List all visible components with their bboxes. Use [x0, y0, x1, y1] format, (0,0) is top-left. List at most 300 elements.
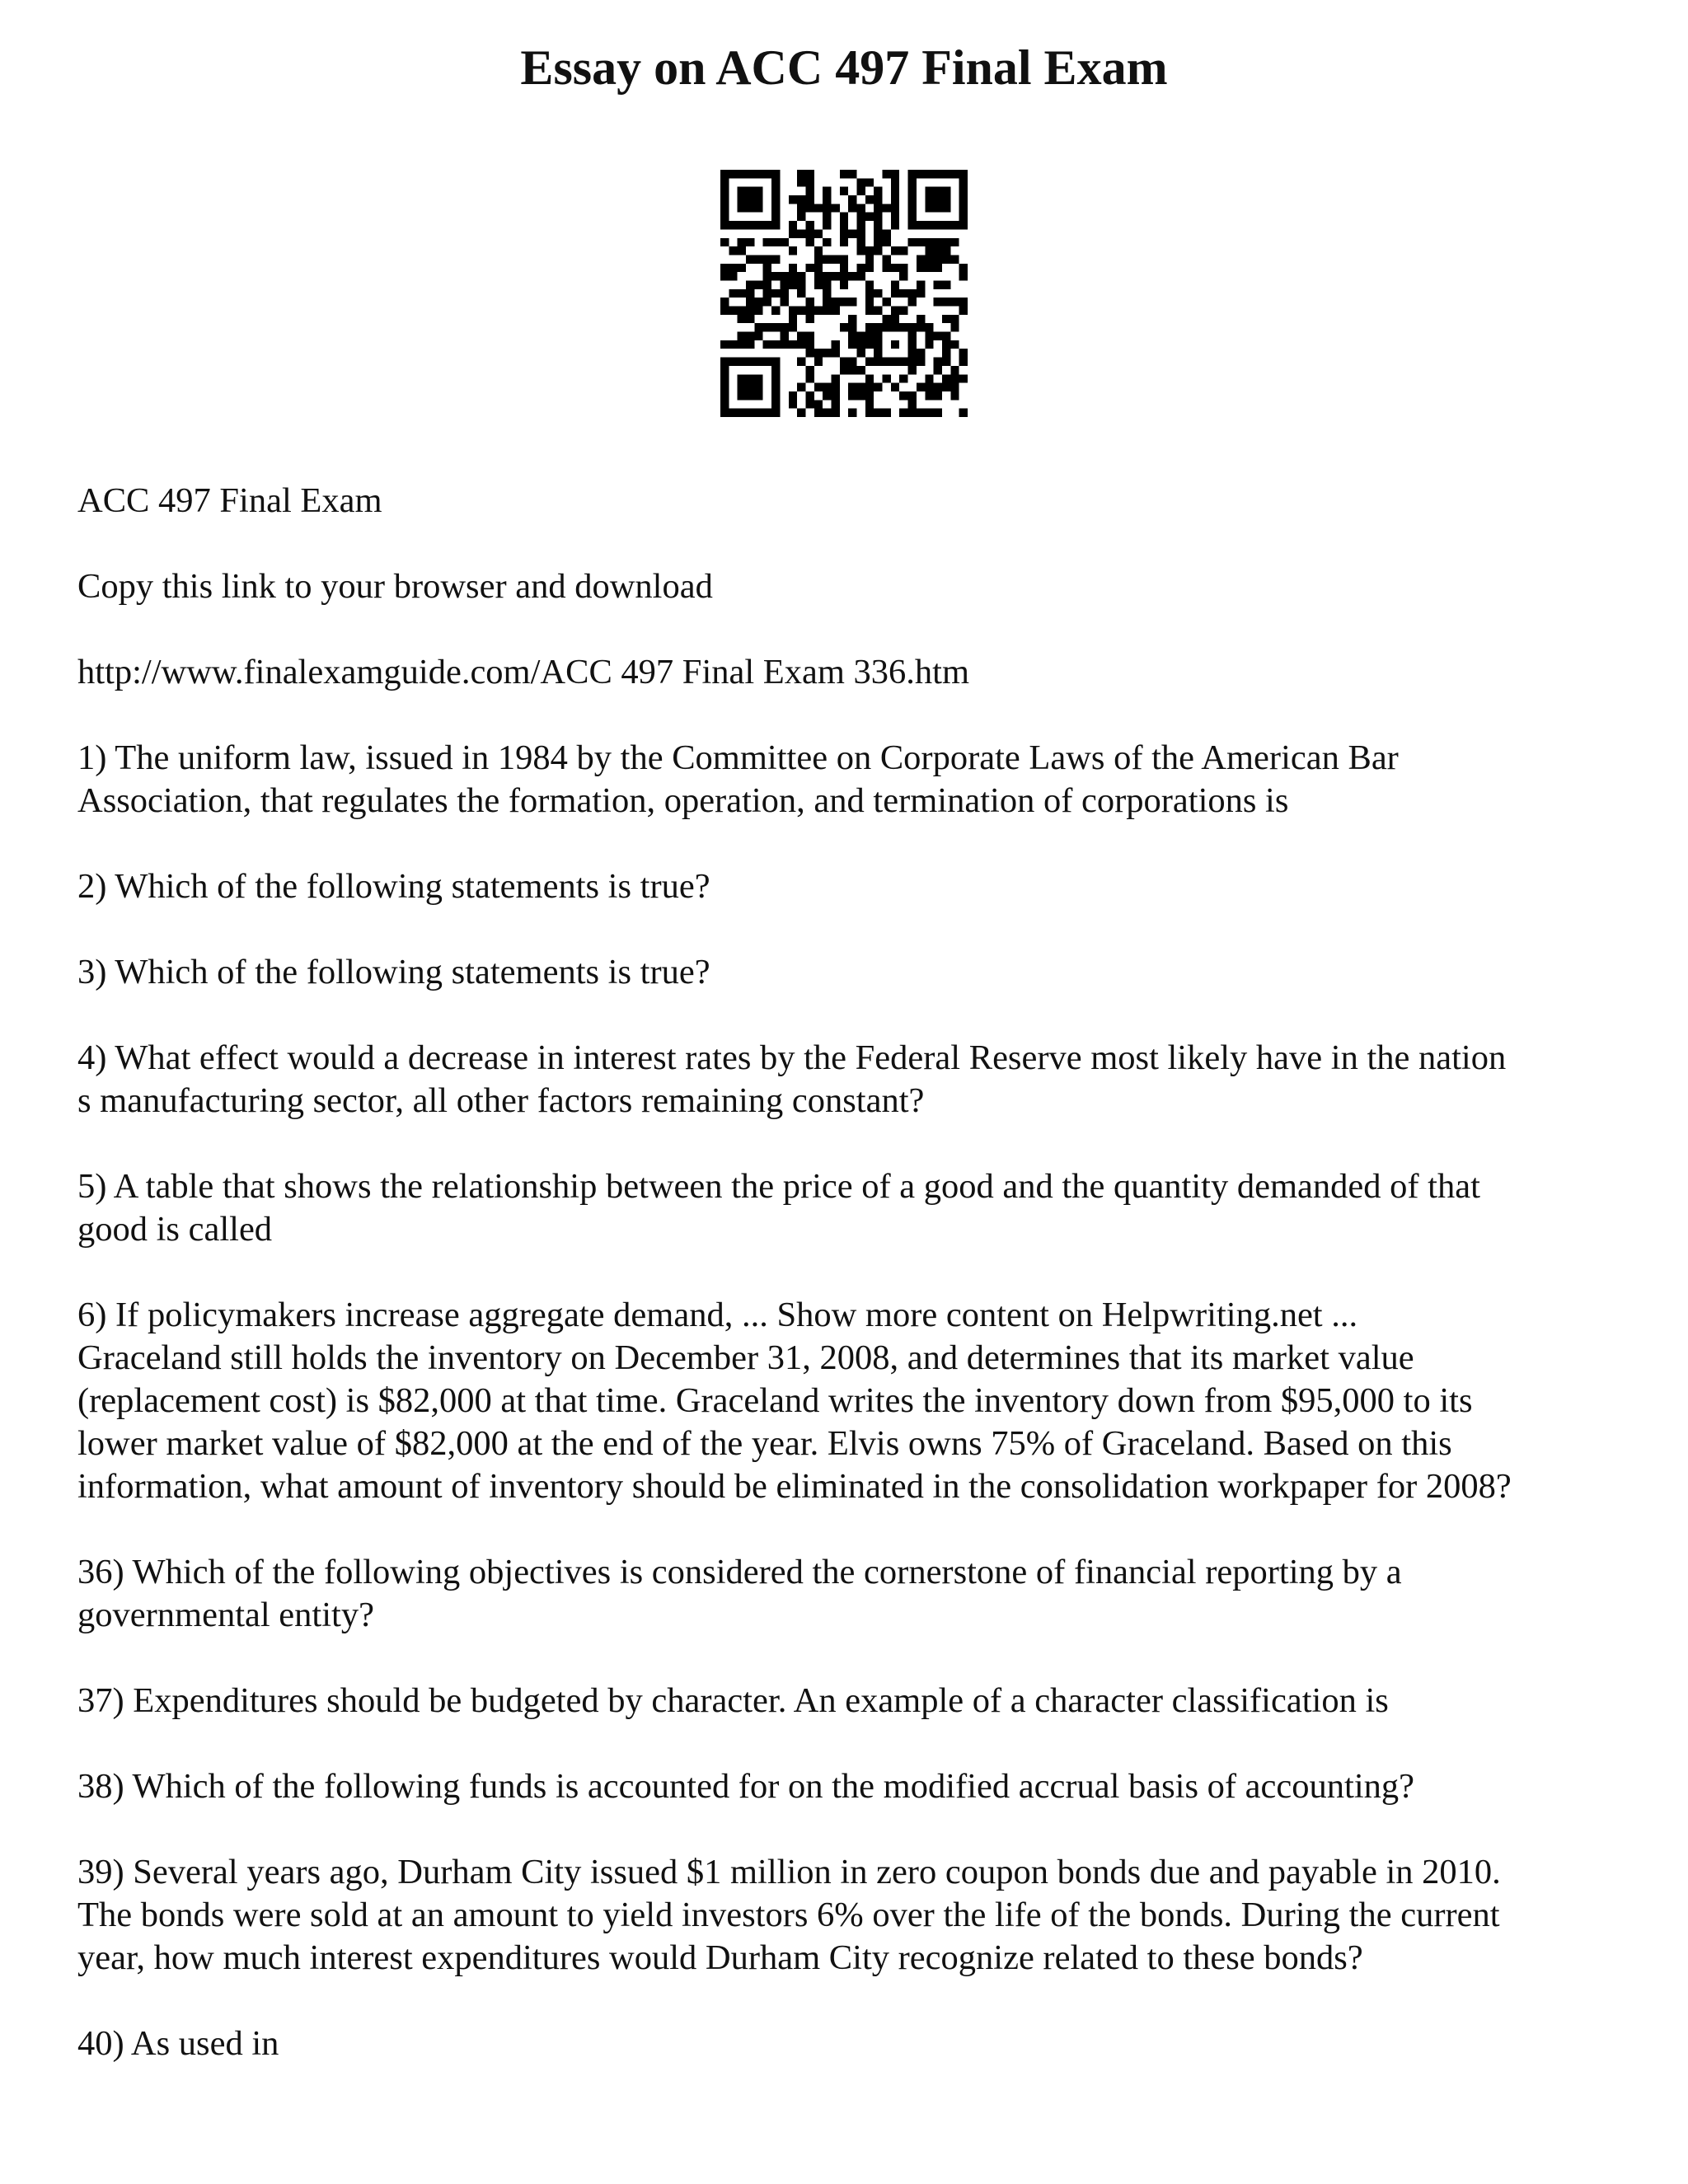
qr-module — [738, 170, 746, 178]
qr-module — [823, 195, 831, 204]
qr-module — [840, 323, 848, 331]
qr-module — [934, 246, 942, 255]
qr-module — [917, 323, 925, 331]
qr-module — [874, 221, 882, 229]
qr-module — [789, 246, 797, 255]
qr-module — [754, 187, 762, 195]
qr-module — [874, 383, 882, 391]
qr-module — [780, 298, 788, 306]
qr-module — [746, 195, 754, 204]
qr-module — [899, 272, 907, 280]
qr-module — [831, 204, 839, 212]
qr-module — [729, 221, 737, 229]
qr-module — [917, 264, 925, 272]
question-1: 1) The uniform law, issued in 1984 by the Committee on Corporate Laws of the American Bar Association, that regulates the formation, operation, and termination of corporations is — [77, 738, 1399, 820]
qr-module — [917, 409, 925, 417]
qr-module — [857, 332, 865, 340]
qr-module — [814, 255, 823, 263]
qr-module — [883, 238, 891, 246]
qr-module — [746, 383, 754, 391]
qr-module — [746, 374, 754, 382]
qr-module — [729, 307, 737, 315]
qr-module — [720, 213, 729, 221]
qr-module — [874, 204, 882, 212]
qr-module — [771, 204, 780, 212]
qr-module — [891, 170, 899, 178]
qr-module — [899, 374, 907, 382]
qr-module — [865, 409, 874, 417]
document-title: Essay on ACC 497 Final Exam — [520, 40, 1168, 95]
qr-module — [797, 170, 805, 178]
question-4: 4) What effect would a decrease in interest rates by the Federal Reserve most likely have in the nation s manufacturing sector, all other factors remaining constant? — [77, 1038, 1507, 1120]
qr-module — [831, 391, 839, 400]
qr-module — [805, 195, 814, 204]
qr-module — [917, 255, 925, 263]
qr-module — [720, 298, 729, 306]
qr-module — [797, 280, 805, 288]
qr-module — [908, 349, 917, 357]
qr-module — [959, 298, 968, 306]
qr-module — [840, 272, 848, 280]
qr-module — [942, 280, 950, 288]
qr-module — [899, 246, 907, 255]
qr-module — [908, 332, 917, 340]
qr-module — [899, 391, 907, 400]
qr-module — [908, 366, 917, 374]
qr-module — [738, 409, 746, 417]
qr-module — [754, 204, 762, 212]
qr-module — [950, 391, 959, 400]
qr-module — [771, 272, 780, 280]
qr-module — [942, 221, 950, 229]
qr-module — [942, 195, 950, 204]
qr-module — [729, 340, 737, 349]
qr-module — [797, 229, 805, 237]
qr-module — [780, 332, 788, 340]
qr-module — [874, 323, 882, 331]
qr-module — [823, 298, 831, 306]
qr-module — [754, 323, 762, 331]
qr-module — [797, 204, 805, 212]
qr-module — [720, 264, 729, 272]
qr-module — [917, 383, 925, 391]
qr-module — [840, 255, 848, 263]
qr-module — [805, 349, 814, 357]
qr-module — [883, 170, 891, 178]
qr-module — [917, 170, 925, 178]
qr-module — [805, 391, 814, 400]
qr-module — [840, 213, 848, 221]
qr-module — [763, 280, 771, 288]
qr-module — [814, 229, 823, 237]
qr-module — [805, 400, 814, 408]
qr-module — [883, 374, 891, 382]
qr-module — [805, 264, 814, 272]
qr-module — [797, 358, 805, 366]
qr-module — [857, 391, 865, 400]
qr-module — [891, 178, 899, 186]
qr-module — [934, 187, 942, 195]
document-body — [77, 480, 1627, 2108]
qr-module — [814, 204, 823, 212]
qr-module — [840, 366, 848, 374]
qr-module — [789, 323, 797, 331]
qr-module — [934, 238, 942, 246]
qr-module — [917, 238, 925, 246]
qr-module — [925, 332, 933, 340]
qr-module — [959, 178, 968, 186]
qr-module — [840, 238, 848, 246]
qr-module — [789, 315, 797, 323]
qr-module — [874, 187, 882, 195]
question-38: 38) Which of the following funds is accounted for on the modified accrual basis of accounting? — [77, 1767, 1414, 1806]
qr-module — [754, 170, 762, 178]
qr-module — [771, 170, 780, 178]
qr-module — [865, 213, 874, 221]
qr-module — [754, 383, 762, 391]
qr-module — [763, 255, 771, 263]
qr-module — [840, 264, 848, 272]
qr-module — [805, 238, 814, 246]
qr-module — [823, 238, 831, 246]
qr-module — [925, 391, 933, 400]
qr-module — [942, 204, 950, 212]
qr-module — [942, 374, 950, 382]
qr-module — [917, 221, 925, 229]
qr-module — [780, 323, 788, 331]
qr-module — [908, 187, 917, 195]
qr-module — [848, 204, 856, 212]
qr-module — [823, 307, 831, 315]
qr-module — [780, 289, 788, 298]
qr-module — [763, 238, 771, 246]
qr-module — [754, 307, 762, 315]
qr-module — [959, 221, 968, 229]
qr-module — [840, 358, 848, 366]
qr-module — [934, 358, 942, 366]
qr-module — [738, 332, 746, 340]
qr-module — [908, 400, 917, 408]
question-6-excerpt: 6) If policymakers increase aggregate demand, ... Show more content on Helpwriting.net ... Graceland still holds the inventory on December 31, 2008, and determines that its market value (replacement cost) is $82,000 at that time. Graceland writes the inventory down from $95,000 to its lower market value of $82,000 at the end of the year. Elvis owns 75% of Graceland. Based on this information, what amount of inventory should be eliminated in the consolidation workpaper for 2008? — [77, 1296, 1512, 1506]
qr-module — [797, 272, 805, 280]
qr-module — [746, 170, 754, 178]
qr-module — [942, 238, 950, 246]
qr-module — [865, 323, 874, 331]
qr-module — [746, 307, 754, 315]
qr-module — [814, 349, 823, 357]
qr-module — [763, 264, 771, 272]
qr-module — [874, 307, 882, 315]
qr-module — [950, 323, 959, 331]
qr-module — [771, 400, 780, 408]
qr-module — [908, 178, 917, 186]
qr-module — [934, 264, 942, 272]
qr-module — [848, 332, 856, 340]
qr-module — [823, 255, 831, 263]
qr-module — [934, 170, 942, 178]
qr-module — [857, 213, 865, 221]
qr-module — [805, 298, 814, 306]
qr-module — [754, 374, 762, 382]
qr-module — [942, 255, 950, 263]
qr-module — [797, 289, 805, 298]
qr-module — [917, 315, 925, 323]
qr-module — [899, 358, 907, 366]
qr-module — [763, 272, 771, 280]
qr-module — [959, 213, 968, 221]
qr-module — [746, 238, 754, 246]
qr-module — [720, 366, 729, 374]
qr-module — [720, 400, 729, 408]
qr-module — [729, 289, 737, 298]
qr-module — [908, 391, 917, 400]
qr-module — [857, 229, 865, 237]
qr-module — [831, 255, 839, 263]
qr-module — [831, 383, 839, 391]
qr-module — [857, 187, 865, 195]
qr-module — [720, 178, 729, 186]
qr-module — [754, 221, 762, 229]
qr-module — [720, 272, 729, 280]
qr-module — [891, 340, 899, 349]
qr-module — [857, 272, 865, 280]
qr-module — [908, 170, 917, 178]
qr-module — [720, 170, 729, 178]
qr-module — [883, 264, 891, 272]
qr-module — [934, 409, 942, 417]
qr-module — [805, 332, 814, 340]
qr-module — [771, 366, 780, 374]
question-39: 39) Several years ago, Durham City issued $1 million in zero coupon bonds due and payable in 2010. The bonds were sold at an amount to yield investors 6% over the life of the bonds. During the current year, how much interest expenditures would Durham City recognize related to these bonds? — [77, 1853, 1501, 1977]
qr-module — [874, 229, 882, 237]
qr-module — [840, 229, 848, 237]
qr-module — [797, 340, 805, 349]
qr-module — [874, 332, 882, 340]
qr-module — [908, 409, 917, 417]
qr-module — [959, 374, 968, 382]
qr-module — [865, 400, 874, 408]
qr-module — [942, 298, 950, 306]
qr-module — [891, 289, 899, 298]
qr-module — [848, 340, 856, 349]
qr-module — [942, 332, 950, 340]
qr-module — [823, 383, 831, 391]
qr-module — [891, 264, 899, 272]
qr-module — [857, 383, 865, 391]
qr-module — [934, 366, 942, 374]
qr-module — [934, 221, 942, 229]
qr-module — [925, 255, 933, 263]
qr-module — [934, 280, 942, 288]
qr-module — [840, 221, 848, 229]
qr-module — [908, 238, 917, 246]
qr-module — [797, 195, 805, 204]
qr-module — [950, 221, 959, 229]
qr-module — [797, 178, 805, 186]
qr-module — [925, 204, 933, 212]
qr-module — [831, 374, 839, 382]
qr-module — [857, 204, 865, 212]
qr-module — [874, 195, 882, 204]
qr-module — [908, 195, 917, 204]
qr-module — [831, 307, 839, 315]
qr-module — [917, 289, 925, 298]
qr-module — [789, 264, 797, 272]
qr-module — [891, 195, 899, 204]
qr-module — [883, 409, 891, 417]
qr-module — [848, 298, 856, 306]
qr-module — [771, 195, 780, 204]
qr-module — [934, 383, 942, 391]
qr-module — [883, 323, 891, 331]
qr-module — [942, 187, 950, 195]
qr-module — [738, 307, 746, 315]
qr-module — [814, 409, 823, 417]
qr-module — [934, 195, 942, 204]
qr-module — [771, 307, 780, 315]
qr-module — [823, 187, 831, 195]
question-3: 3) Which of the following statements is true? — [77, 953, 710, 991]
qr-module — [950, 374, 959, 382]
qr-module — [865, 298, 874, 306]
qr-module — [789, 391, 797, 400]
qr-module — [917, 280, 925, 288]
qr-module — [720, 391, 729, 400]
qr-module — [925, 238, 933, 246]
qr-module — [720, 187, 729, 195]
intro-heading: ACC 497 Final Exam — [77, 481, 382, 520]
qr-module — [746, 358, 754, 366]
qr-module — [865, 383, 874, 391]
qr-module — [738, 383, 746, 391]
qr-module — [840, 298, 848, 306]
qr-module — [959, 187, 968, 195]
qr-module — [746, 280, 754, 288]
qr-module — [925, 374, 933, 382]
qr-module — [908, 289, 917, 298]
qr-module — [917, 358, 925, 366]
qr-module — [848, 195, 856, 204]
qr-module — [950, 315, 959, 323]
qr-module — [789, 400, 797, 408]
qr-module — [814, 246, 823, 255]
qr-module — [754, 332, 762, 340]
qr-module — [925, 264, 933, 272]
qr-module — [738, 289, 746, 298]
qr-module — [763, 323, 771, 331]
qr-module — [720, 307, 729, 315]
qr-module — [950, 255, 959, 263]
qr-module — [746, 255, 754, 263]
qr-module — [797, 332, 805, 340]
qr-module — [771, 213, 780, 221]
qr-module — [899, 289, 907, 298]
question-2: 2) Which of the following statements is true? — [77, 867, 710, 906]
qr-module — [857, 366, 865, 374]
qr-module — [771, 374, 780, 382]
qr-module — [865, 307, 874, 315]
qr-module — [805, 170, 814, 178]
qr-module — [805, 204, 814, 212]
qr-module — [746, 204, 754, 212]
qr-module — [746, 391, 754, 400]
qr-module — [899, 307, 907, 315]
qr-module — [934, 255, 942, 263]
qr-module — [720, 204, 729, 212]
qr-module — [771, 409, 780, 417]
qr-module — [857, 340, 865, 349]
qr-module — [729, 272, 737, 280]
qr-module — [925, 340, 933, 349]
qr-module — [883, 315, 891, 323]
qr-module — [763, 340, 771, 349]
qr-module — [746, 409, 754, 417]
qr-module — [797, 409, 805, 417]
qr-module — [738, 374, 746, 382]
qr-module — [891, 187, 899, 195]
qr-module — [729, 170, 737, 178]
qr-module — [754, 195, 762, 204]
qr-module — [720, 195, 729, 204]
qr-module — [720, 358, 729, 366]
question-37: 37) Expenditures should be budgeted by character. An example of a character classification is — [77, 1681, 1389, 1720]
qr-module — [942, 170, 950, 178]
qr-module — [831, 349, 839, 357]
qr-module — [848, 315, 856, 323]
qr-code-icon — [720, 170, 968, 417]
qr-module — [883, 229, 891, 237]
qr-module — [934, 391, 942, 400]
question-40: 40) As used in — [77, 2024, 279, 2063]
qr-module — [874, 340, 882, 349]
qr-module — [729, 358, 737, 366]
qr-module — [942, 383, 950, 391]
qr-module — [848, 366, 856, 374]
qr-module — [738, 340, 746, 349]
qr-module — [738, 221, 746, 229]
qr-module — [771, 238, 780, 246]
qr-module — [720, 409, 729, 417]
qr-module — [874, 289, 882, 298]
qr-module — [908, 358, 917, 366]
qr-module — [857, 349, 865, 357]
qr-module — [891, 213, 899, 221]
qr-module — [942, 246, 950, 255]
qr-module — [874, 349, 882, 357]
qr-module — [908, 221, 917, 229]
qr-module — [865, 178, 874, 186]
qr-module — [771, 323, 780, 331]
qr-module — [865, 246, 874, 255]
qr-module — [959, 272, 968, 280]
qr-module — [746, 289, 754, 298]
qr-module — [789, 307, 797, 315]
qr-module — [746, 340, 754, 349]
qr-module — [823, 213, 831, 221]
qr-module — [780, 272, 788, 280]
qr-module — [780, 238, 788, 246]
download-link: http://www.finalexamguide.com/ACC 497 Final Exam 336.htm — [77, 653, 970, 691]
qr-module — [942, 315, 950, 323]
qr-module — [925, 170, 933, 178]
qr-module — [865, 391, 874, 400]
qr-module — [805, 178, 814, 186]
qr-module — [874, 238, 882, 246]
qr-module — [865, 340, 874, 349]
qr-module — [865, 374, 874, 382]
qr-module — [763, 358, 771, 366]
qr-module — [950, 298, 959, 306]
